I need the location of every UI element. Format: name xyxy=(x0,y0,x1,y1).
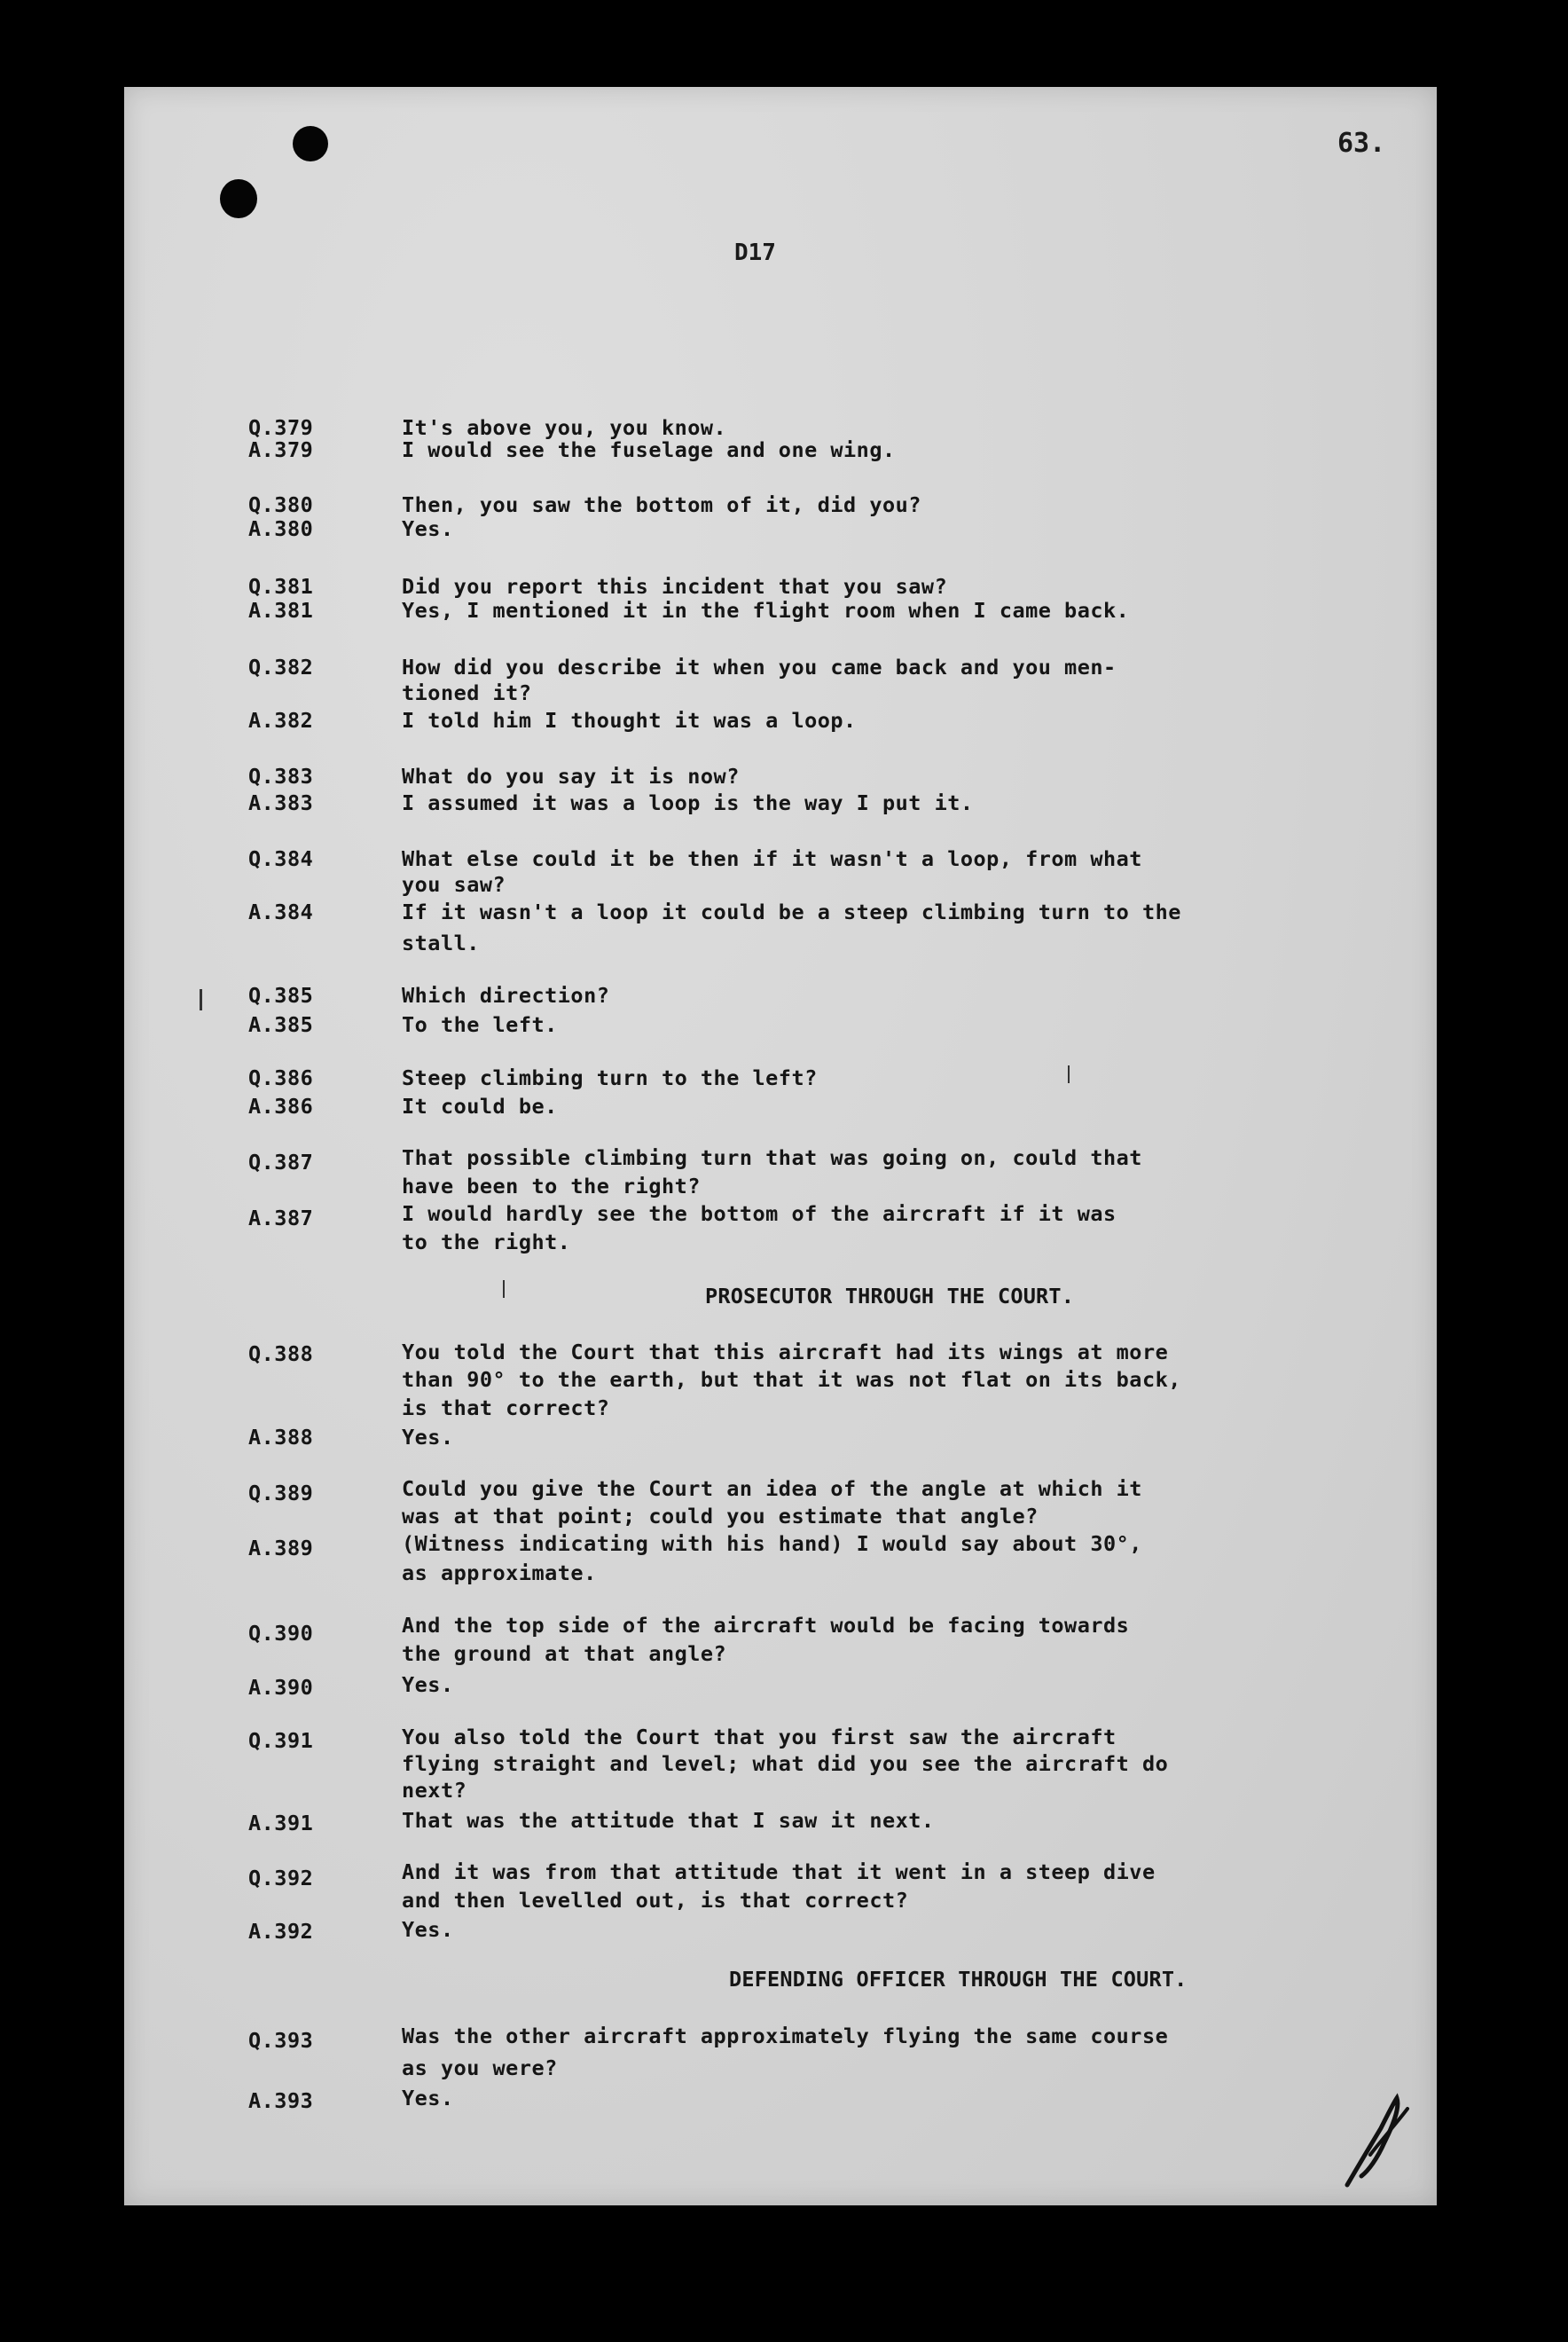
question-label: Q.381 xyxy=(248,574,314,599)
question-label: Q.388 xyxy=(248,1341,314,1366)
question-label: Q.393 xyxy=(248,2028,314,2053)
question-label: Q.390 xyxy=(248,1621,314,1646)
margin-mark xyxy=(503,1280,505,1298)
answer-line: stall. xyxy=(402,931,480,955)
answer-line: to the right. xyxy=(402,1230,571,1254)
question-line: And it was from that attitude that it went in a steep dive xyxy=(402,1859,1156,1884)
answer-line: To the left. xyxy=(402,1012,558,1037)
question-line: as you were? xyxy=(402,2055,558,2080)
question-line: was at that point; could you estimate that angle? xyxy=(402,1504,1039,1529)
question-label: Q.389 xyxy=(248,1481,314,1505)
answer-line: I would hardly see the bottom of the aircraft if it was xyxy=(402,1201,1117,1226)
question-label: Q.391 xyxy=(248,1728,314,1753)
answer-label: A.379 xyxy=(248,437,314,462)
question-line: than 90° to the earth, but that it was not flat on its back, xyxy=(402,1367,1181,1392)
answer-label: A.384 xyxy=(248,900,314,924)
question-line: Then, you saw the bottom of it, did you? xyxy=(402,492,921,517)
answer-line: If it wasn't a loop it could be a steep climbing turn to the xyxy=(402,900,1181,924)
answer-line: Yes. xyxy=(402,1917,454,1942)
margin-mark xyxy=(200,989,202,1010)
answer-line: Yes. xyxy=(402,1672,454,1697)
question-label: Q.384 xyxy=(248,846,314,871)
answer-label: A.390 xyxy=(248,1675,314,1700)
answer-label: A.388 xyxy=(248,1425,314,1450)
answer-line: It could be. xyxy=(402,1094,558,1119)
question-label: Q.386 xyxy=(248,1065,314,1090)
question-line: Which direction? xyxy=(402,983,610,1008)
answer-line: Yes, I mentioned it in the flight room when I came back. xyxy=(402,598,1130,623)
answer-label: A.393 xyxy=(248,2088,314,2113)
answer-line: Yes. xyxy=(402,516,454,541)
question-line: tioned it? xyxy=(402,680,532,705)
section-heading-prosecutor: PROSECUTOR THROUGH THE COURT. xyxy=(705,1284,1075,1309)
document-code: D17 xyxy=(734,240,776,266)
question-label: Q.392 xyxy=(248,1866,314,1890)
answer-label: A.383 xyxy=(248,790,314,815)
question-label: Q.382 xyxy=(248,655,314,680)
question-line: have been to the right? xyxy=(402,1174,701,1199)
question-line: You also told the Court that you first saw the aircraft xyxy=(402,1725,1117,1749)
question-line: flying straight and level; what did you see the aircraft do xyxy=(402,1751,1169,1776)
answer-label: A.382 xyxy=(248,708,314,733)
answer-label: A.381 xyxy=(248,598,314,623)
question-line: You told the Court that this aircraft had its wings at more xyxy=(402,1340,1169,1364)
question-line: How did you describe it when you came back and you men- xyxy=(402,655,1117,680)
answer-label: A.387 xyxy=(248,1206,314,1230)
answer-label: A.386 xyxy=(248,1094,314,1119)
question-line: you saw? xyxy=(402,872,506,897)
question-line: Was the other aircraft approximately flying the same course xyxy=(402,2024,1169,2048)
answer-label: A.380 xyxy=(248,516,314,541)
page-number: 63. xyxy=(1337,128,1386,159)
question-line: That possible climbing turn that was going on, could that xyxy=(402,1145,1142,1170)
question-line: Did you report this incident that you saw? xyxy=(402,574,948,599)
answer-line: Yes. xyxy=(402,1425,454,1450)
punch-hole-top xyxy=(293,126,328,161)
question-line: It's above you, you know. xyxy=(402,415,727,440)
question-label: Q.387 xyxy=(248,1150,314,1175)
question-line: and then levelled out, is that correct? xyxy=(402,1888,909,1913)
answer-line: I assumed it was a loop is the way I put it. xyxy=(402,790,974,815)
answer-label: A.389 xyxy=(248,1536,314,1560)
answer-line: (Witness indicating with his hand) I would say about 30°, xyxy=(402,1531,1142,1556)
answer-line: I told him I thought it was a loop. xyxy=(402,708,857,733)
question-label: Q.379 xyxy=(248,415,314,440)
answer-line: That was the attitude that I saw it next. xyxy=(402,1808,935,1833)
question-line: Steep climbing turn to the left? xyxy=(402,1065,818,1090)
answer-line: Yes. xyxy=(402,2086,454,2110)
answer-label: A.391 xyxy=(248,1811,314,1835)
margin-mark xyxy=(1068,1065,1070,1083)
question-line: What else could it be then if it wasn't a loop, from what xyxy=(402,846,1142,871)
answer-label: A.385 xyxy=(248,1012,314,1037)
question-label: Q.380 xyxy=(248,492,314,517)
answer-label: A.392 xyxy=(248,1919,314,1944)
question-label: Q.385 xyxy=(248,983,314,1008)
question-line: is that correct? xyxy=(402,1395,610,1420)
answer-line: I would see the fuselage and one wing. xyxy=(402,437,896,462)
question-line: What do you say it is now? xyxy=(402,764,740,789)
section-heading-defending-officer: DEFENDING OFFICER THROUGH THE COURT. xyxy=(729,1967,1188,1992)
question-line: next? xyxy=(402,1778,467,1803)
question-label: Q.383 xyxy=(248,764,314,789)
question-line: And the top side of the aircraft would be facing towards xyxy=(402,1613,1130,1638)
answer-line: as approximate. xyxy=(402,1560,597,1585)
question-line: Could you give the Court an idea of the angle at which it xyxy=(402,1476,1142,1501)
question-line: the ground at that angle? xyxy=(402,1641,727,1666)
punch-hole-bottom xyxy=(220,179,257,218)
handwritten-initial xyxy=(1335,2079,1415,2194)
